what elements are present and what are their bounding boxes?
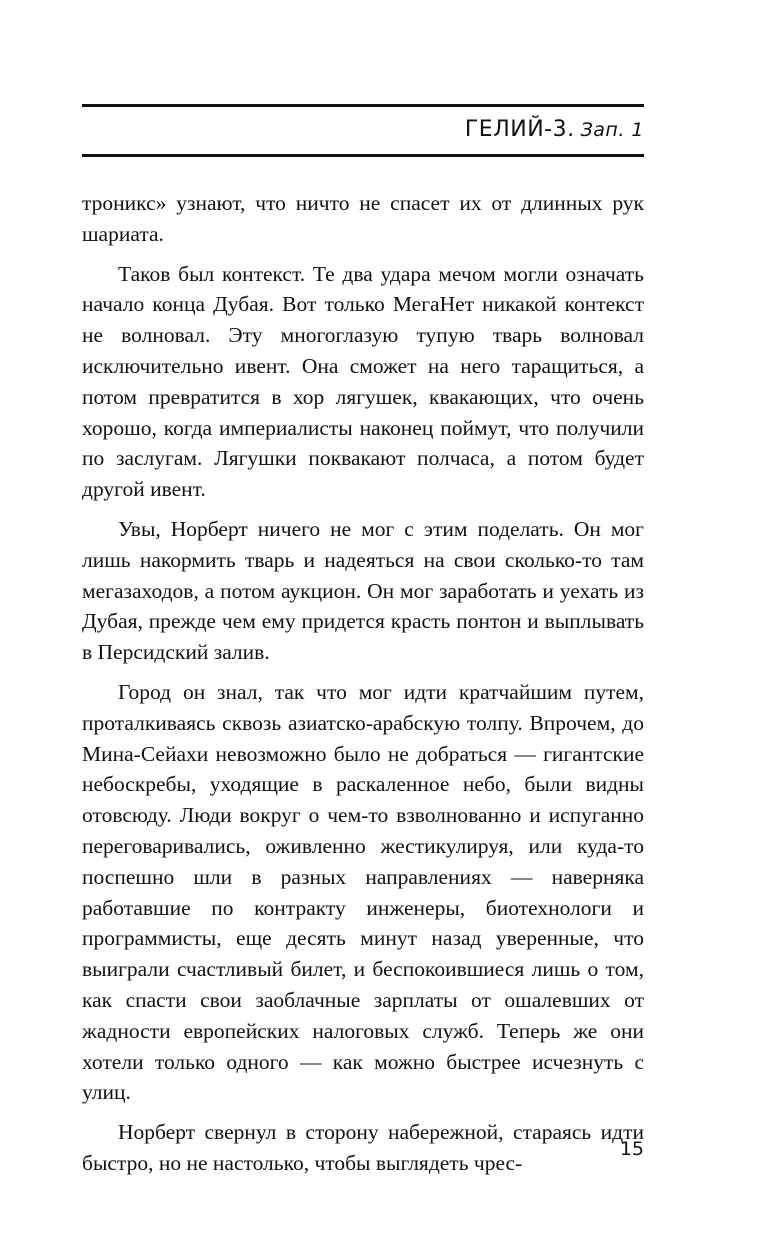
book-title: ГЕЛИЙ-3. xyxy=(464,117,575,142)
body-text xyxy=(82,188,644,1179)
header-top-rule xyxy=(82,104,644,107)
paragraph: Норберт свернул в сторону набережной, стараясь идти быстро, но не настолько, чтобы выглядеть чрес- xyxy=(82,1120,644,1175)
paragraph: Таков был контекст. Те два удара мечом могли означать начало конца Дубая. Вот только МегаНет никакой контекст не волновал. Эту многоглазую тупую тварь волновал исключительно ивент. Она сможет на него таращиться, а потом превратится в хор лягушек, квакающих, что очень хорошо, когда империалисты наконец поймут, что получили по заслугам. Лягушки поквакают полчаса, а потом будет другой ивент. xyxy=(82,261,644,502)
header-bottom-rule xyxy=(82,154,644,157)
paragraph: Увы, Норберт ничего не мог с этим поделать. Он мог лишь накормить тварь и надеяться на свои сколько-то там мегазаходов, а потом аукцион. Он мог заработать и уехать из Дубая, прежде чем ему придется красть понтон и выплывать в Персидский залив. xyxy=(82,516,644,665)
book-part: Зап. 1 xyxy=(580,119,644,141)
running-head xyxy=(465,116,644,144)
page-number: 15 xyxy=(619,1138,644,1160)
paragraph: Город он знал, так что мог идти кратчайшим путем, проталкиваясь сквозь азиатско-арабскую толпу. Впрочем, до Мина-Сейахи невозможно было не добраться — гигантские небоскребы, уходящие в раскаленное небо, были видны отовсюду. Люди вокруг о чем-то взволнованно и испуганно переговаривались, оживленно жестикулируя, или куда-то поспешно шли в разных направлениях — наверняка работавшие по контракту инженеры, биотехнологи и программисты, еще десять минут назад уверенные, что выиграли счастливый билет, и беспокоившиеся лишь о том, как спасти свои заоблачные зарплаты от ошалевших от жадности европейских налоговых служб. Теперь же они хотели только одного — как можно быстрее исчезнуть с улиц. xyxy=(82,679,644,1105)
paragraph-continued: троникс» узнают, что ничто не спасет их от длинных рук шариата. xyxy=(82,191,644,246)
